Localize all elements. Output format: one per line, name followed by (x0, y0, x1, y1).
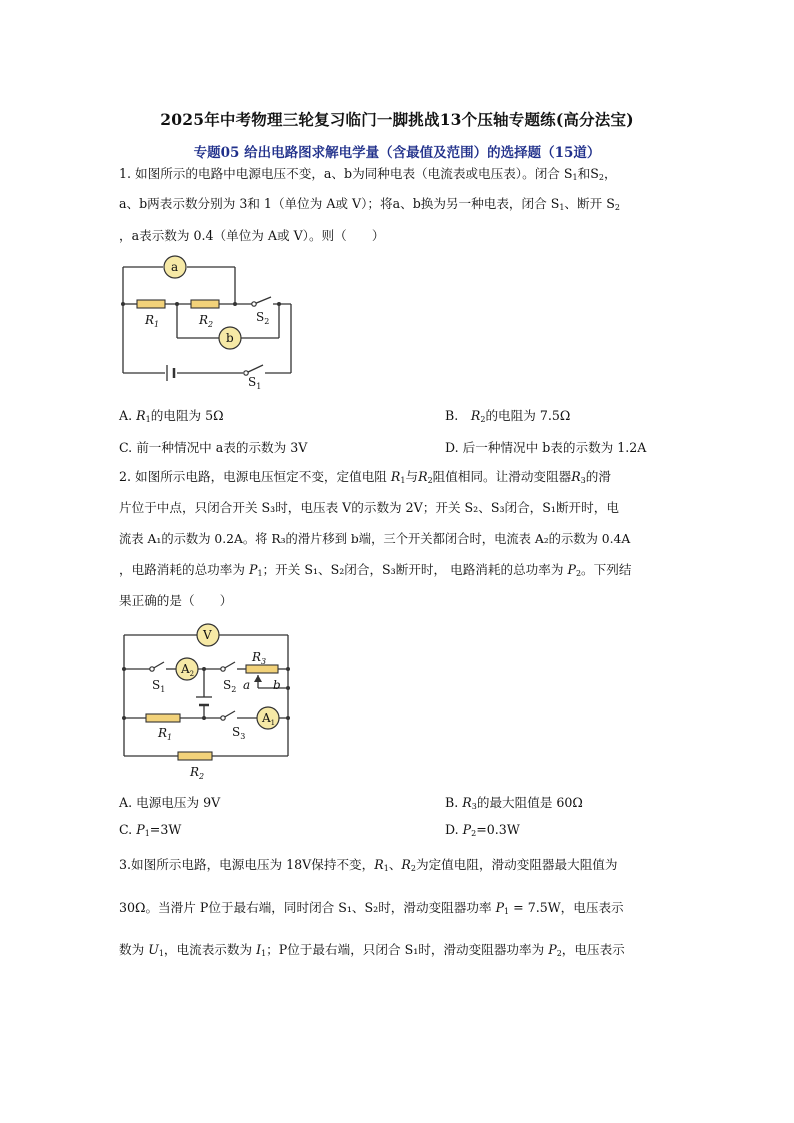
svg-text:S3: $S_3$ (232, 725, 246, 741)
resistor-r1 (137, 300, 165, 308)
question-3-line-3: 数为 $U_1$，电流表示数为 $I_1$；P位于最右端，只闭合 S₁时，滑动变阻器功率为 $P_2$，电压表示 (119, 942, 625, 958)
section-subtitle: 专题05 给出电路图求解电学量（含最值及范围）的选择题（15道） (193, 145, 601, 161)
question-1-option-b[interactable]: B. $R_2$的电阻为 7.5Ω (445, 408, 571, 424)
svg-text:R1: $R_1$ (158, 726, 173, 742)
question-1-option-d[interactable]: D. 后一种情况中 b表的示数为 1.2A (445, 440, 647, 455)
svg-text:S2: $S_2$ (223, 678, 237, 694)
meter-b-label: b (226, 331, 234, 345)
document-title: 2025年中考物理三轮复习临门一脚挑战13个压轴专题练(高分法宝) (160, 110, 634, 129)
svg-text:S2: $S_2$ (256, 310, 270, 326)
svg-text:R3: $R_3$ (252, 650, 267, 666)
svg-text:R1: $R_1$ (145, 313, 160, 329)
question-2-option-d[interactable]: D. $P_2=0.3W$ (445, 822, 520, 838)
question-1-option-c[interactable]: C. 前一种情况中 a表的示数为 3V (119, 440, 308, 455)
question-2-line-4: ，电路消耗的总功率为 $P_1$；开关 S₁、S₂闭合，S₃断开时， 电路消耗的总功率为 $P_2$。下列结 (119, 562, 632, 578)
svg-text:A2: $A_2$ (181, 662, 195, 678)
question-1-line-1: 1. 如图所示的电路中电源电压不变，a、b为同种电表（电流表或电压表）。闭合 $S_1$和$S_2$， (119, 166, 617, 182)
question-2-line-5: 果正确的是（ ） (119, 593, 233, 608)
question-1-option-a[interactable]: A. $R_1$的电阻为 5Ω (119, 408, 224, 424)
resistor-r1 (146, 714, 180, 722)
svg-text:R2: $R_2$ (199, 313, 214, 329)
svg-text:a: a (243, 678, 251, 692)
svg-text:b: b (273, 678, 281, 692)
question-1-line-2: a、b两表示数分别为 3和 1（单位为 A或 V）；将a、b换为另一种电表，闭合 $S_1$、断开 $S_2$ (119, 196, 620, 212)
question-2-line-3: 流表 A₁的示数为 0.2A。将 R₃的滑片移到 b端，三个开关都闭合时，电流表 A₂的示数为 0.4A (119, 532, 631, 546)
question-2-option-a[interactable]: A. 电源电压为 9V (119, 795, 221, 810)
svg-text:A1: $A_1$ (262, 711, 276, 727)
question-2-line-1: 2. 如图所示电路，电源电压恒定不变，定值电阻 $R_1$与$R_2$阻值相同。让滑动变阻器$R_3$的滑 (119, 469, 611, 485)
svg-text:V: V (203, 628, 212, 642)
question-3-line-2: 30Ω。当滑片 P位于最右端，同时闭合 S₁、S₂时，滑动变阻器功率 $P_1 = 7.5W$，电压表示 (119, 900, 624, 916)
svg-text:S1: $S_1$ (152, 678, 166, 694)
resistor-r3 (246, 665, 278, 673)
question-1-line-3: ，a表示数为 0.4（单位为 A或 V）。则（ ） (119, 228, 385, 243)
resistor-r2 (178, 752, 212, 760)
svg-text:R2: $R_2$ (190, 765, 205, 781)
resistor-r2 (191, 300, 219, 308)
question-3-line-1: 3.如图所示电路，电源电压为 18V保持不变，$R_1$、$R_2$为定值电阻，滑动变阻器最大阻值为 (119, 857, 618, 873)
svg-text:S1: $S_1$ (248, 375, 262, 391)
circuit-diagram-1 (115, 255, 300, 391)
question-2-option-b[interactable]: B. $R_3$的最大阻值是 60Ω (445, 795, 583, 811)
question-2-line-2: 片位于中点，只闭合开关 S₃时，电压表 V的示数为 2V；开关 S₂、S₃闭合，S₁断开时，电 (119, 500, 619, 515)
meter-a-label: a (171, 260, 179, 274)
question-2-option-c[interactable]: C. $P_1=3W$ (119, 822, 182, 838)
circuit-diagram-2 (118, 622, 298, 782)
